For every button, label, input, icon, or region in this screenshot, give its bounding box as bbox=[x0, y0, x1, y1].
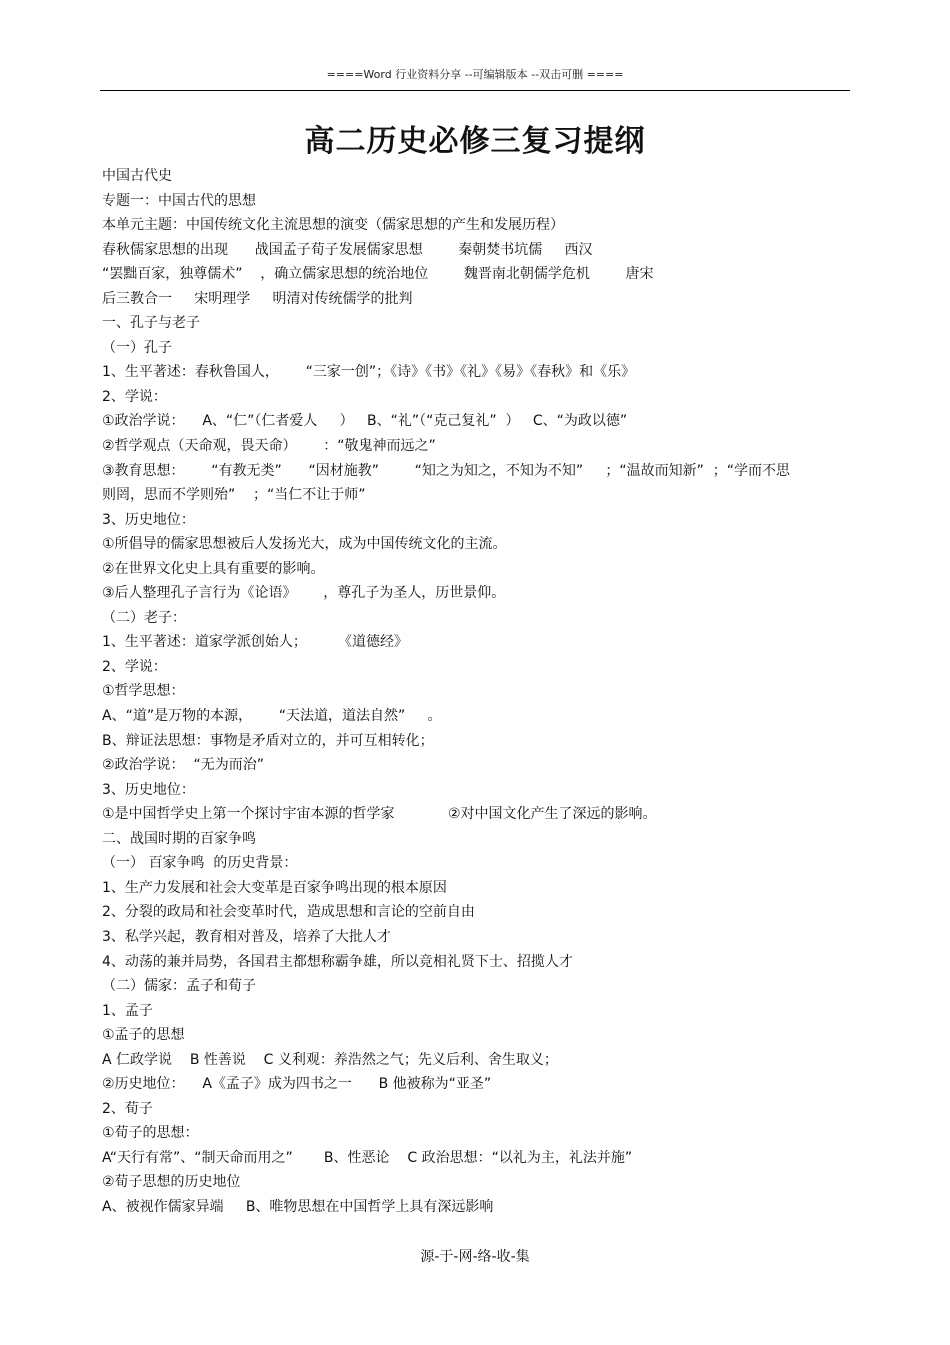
text-line: 本单元主题：中国传统文化主流思想的演变（儒家思想的产生和发展历程） bbox=[102, 217, 564, 234]
text-line: A 仁政学说 B 性善说 C 义利观：养浩然之气；先义后利、舍生取义； bbox=[102, 1051, 558, 1068]
header-divider bbox=[100, 90, 850, 91]
text-line: A、“道”是万物的本源， “天法道，道法自然” 。 bbox=[102, 708, 442, 725]
text-line: 1、生平著述：春秋鲁国人， “三家一创”；《诗》《书》《礼》《易》《春秋》和《乐》 bbox=[102, 364, 636, 381]
document-body bbox=[102, 164, 847, 1220]
subsection-heading: （一）孔子 bbox=[102, 339, 172, 356]
text-line: ②哲学观点（天命观，畏天命） ：“敬鬼神而远之” bbox=[102, 438, 436, 455]
text-line: 3、历史地位： bbox=[102, 781, 195, 798]
text-line: 4、动荡的兼并局势，各国君主都想称霸争雄，所以竞相礼贤下士、招揽人才 bbox=[102, 953, 573, 970]
text-line: 3、历史地位： bbox=[102, 511, 195, 528]
text-line: ③教育思想： “有教无类” “因材施教” “知之为知之，不知为不知” ；“温故而知新” ；“学而不思 bbox=[102, 462, 790, 479]
text-line: 专题一：中国古代的思想 bbox=[102, 192, 256, 209]
subsection-heading: （一） 百家争鸣 的历史背景： bbox=[102, 855, 298, 872]
text-line: ①孟子的思想 bbox=[102, 1027, 185, 1044]
text-line: A“天行有常”、“制天命而用之” B、性恶论 C 政治思想：“以礼为主，礼法并施” bbox=[102, 1149, 633, 1166]
text-line: 中国古代史 bbox=[102, 168, 172, 184]
text-line: 1、生平著述：道家学派创始人； 《道德经》 bbox=[102, 634, 409, 651]
subsection-heading: （二）儒家：孟子和荀子 bbox=[102, 978, 256, 995]
text-line: 1、孟子 bbox=[102, 1002, 153, 1019]
text-line: ①是中国哲学史上第一个探讨宇宙本源的哲学家 ②对中国文化产生了深远的影响。 bbox=[102, 806, 657, 823]
text-line: 则罔，思而不学则殆” ；“当仁不让于师” bbox=[102, 487, 366, 504]
subsection-heading: （二）老子： bbox=[102, 609, 186, 626]
text-line: 1、生产力发展和社会大变革是百家争鸣出现的根本原因 bbox=[102, 879, 447, 896]
text-line: “罢黜百家，独尊儒术” ，确立儒家思想的统治地位 魏晋南北朝儒学危机 唐宋 bbox=[102, 266, 654, 283]
text-line: B、辩证法思想：事物是矛盾对立的，并可互相转化； bbox=[102, 732, 434, 749]
text-line: A、被视作儒家异端 B、唯物思想在中国哲学上具有深远影响 bbox=[102, 1198, 494, 1215]
section-heading: 二、战国时期的百家争鸣 bbox=[102, 830, 256, 847]
text-line: ①政治学说： A、“仁”（仁者爱人 ） B、“礼”（“克己复礼” ） C、“为政以德” bbox=[102, 413, 628, 430]
text-line: 2、荀子 bbox=[102, 1100, 153, 1117]
text-line: 2、学说： bbox=[102, 388, 167, 405]
page-header-banner: ====Word 行业资料分享 --可编辑版本 --双击可删 ==== bbox=[326, 68, 624, 81]
text-line: ②历史地位： A《孟子》成为四书之一 B 他被称为“亚圣” bbox=[102, 1076, 492, 1093]
text-line: ②在世界文化史上具有重要的影响。 bbox=[102, 560, 325, 577]
text-line: 后三教合一 宋明理学 明清对传统儒学的批判 bbox=[102, 290, 413, 307]
document-title: 高二历史必修三复习提纲 bbox=[304, 124, 646, 159]
text-line: ①哲学思想： bbox=[102, 683, 185, 700]
text-line: 3、私学兴起，教育相对普及，培养了大批人才 bbox=[102, 928, 391, 945]
text-line: ③后人整理孔子言行为《论语》 ，尊孔子为圣人，历世景仰。 bbox=[102, 585, 506, 602]
text-line: 2、分裂的政局和社会变革时代，造成思想和言论的空前自由 bbox=[102, 904, 475, 921]
text-line: 2、学说： bbox=[102, 658, 167, 675]
text-line: 春秋儒家思想的出现 战国孟子荀子发展儒家思想 秦朝焚书坑儒 西汉 bbox=[102, 241, 593, 258]
text-line: ②荀子思想的历史地位 bbox=[102, 1174, 241, 1191]
page-footer: 源-于-网-络-收-集 bbox=[420, 1249, 530, 1265]
text-line: ②政治学说： “无为而治” bbox=[102, 757, 264, 774]
text-line: ①荀子的思想： bbox=[102, 1125, 199, 1142]
section-heading: 一、孔子与老子 bbox=[102, 315, 200, 332]
text-line: ①所倡导的儒家思想被后人发扬光大，成为中国传统文化的主流。 bbox=[102, 536, 507, 553]
